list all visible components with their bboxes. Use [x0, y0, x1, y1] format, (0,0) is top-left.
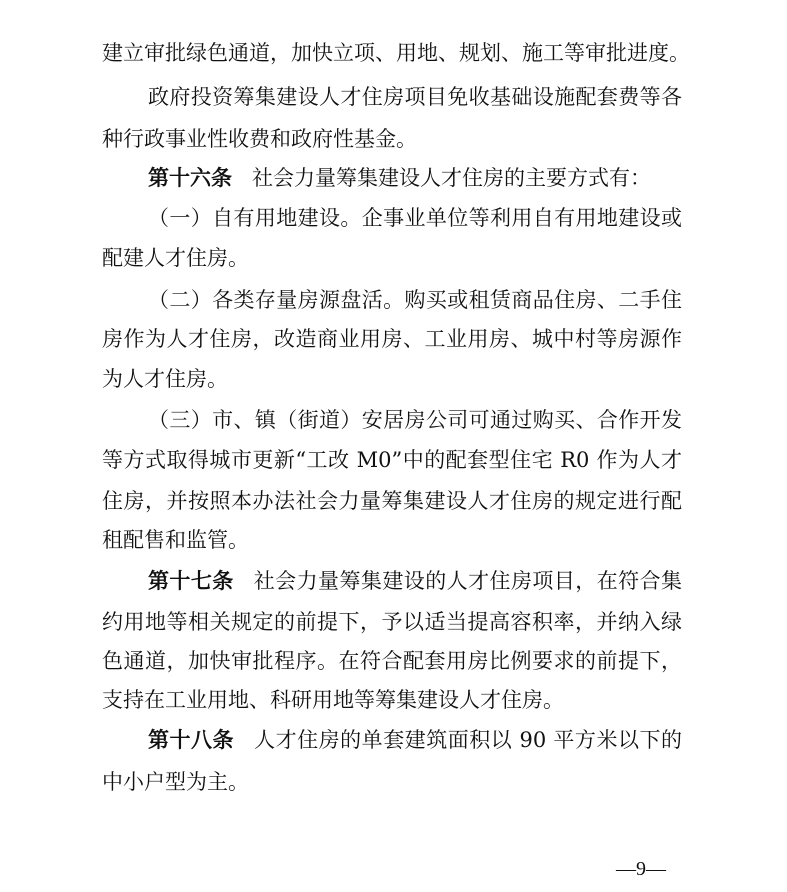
text-line: 约用地等相关规定的前提下，予以适当提高容积率，并纳入绿 [102, 610, 682, 634]
article-18-line [148, 725, 682, 755]
text-line: （三）市、镇（街道）安居房公司可通过购买、合作开发 [148, 408, 682, 432]
text-line: 租配售和监管。 [102, 528, 249, 552]
text-line: 建立审批绿色通道，加快立项、用地、规划、施工等审批进度。 [102, 41, 690, 65]
text-line: 支持在工业用地、科研用地等筹集建设人才住房。 [102, 688, 564, 712]
text-line: 配建人才住房。 [102, 246, 249, 270]
article-16-line [148, 163, 682, 193]
article-16-heading: 第十六条 [148, 166, 232, 190]
text-line: 社会力量筹集建设人才住房的主要方式有： [252, 166, 651, 190]
text-line: 色通道，加快审批程序。在符合配套用房比例要求的前提下， [102, 649, 682, 673]
text-line: （一）自有用地建设。企事业单位等利用自有用地建设或 [148, 206, 682, 230]
text-line: 社会力量筹集建设的人才住房项目，在符合集 [253, 569, 683, 593]
text-line: 人才住房的单套建筑面积以 90 平方米以下的 [254, 728, 682, 752]
article-17-line [148, 566, 682, 596]
article-17-heading: 第十七条 [148, 569, 234, 593]
page-number: —9— [616, 858, 666, 880]
text-line: 为人才住房。 [102, 367, 228, 391]
article-18-heading: 第十八条 [148, 728, 235, 752]
text-line: 种行政事业性收费和政府性基金。 [102, 127, 417, 151]
text-line: 等方式取得城市更新“工改 M0”中的配套型住宅 R0 作为人才 [102, 448, 682, 472]
text-line: 中小户型为主。 [102, 770, 249, 794]
text-line: 住房，并按照本办法社会力量筹集建设人才住房的规定进行配 [102, 489, 682, 513]
text-line: 政府投资筹集建设人才住房项目免收基础设施配套费等各 [148, 85, 682, 109]
text-line: （二）各类存量房源盘活。购买或租赁商品住房、二手住 [148, 288, 682, 312]
text-line: 房作为人才住房，改造商业用房、工业用房、城中村等房源作 [102, 327, 682, 351]
